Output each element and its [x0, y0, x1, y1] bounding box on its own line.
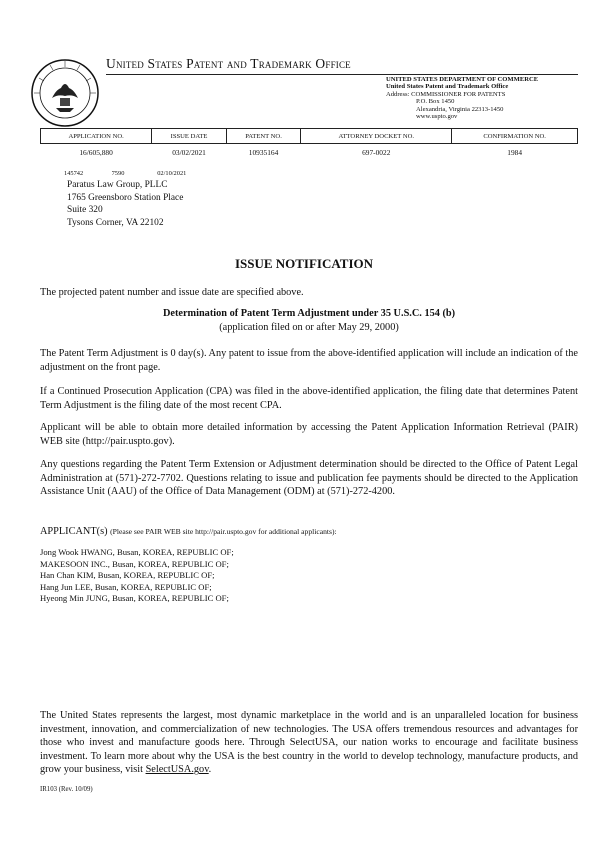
paragraph-cpa: If a Continued Prosecution Application (CPA) was filed in the above-identified application, the filing date that determines Patent Term Adjustment is the filing date of the most recent CPA. [40, 386, 578, 411]
selectusa-footer [40, 709, 578, 777]
paragraph-pair: Applicant will be able to obtain more detailed information by accessing the Patent Application Information Retrieval (PAIR) WEB site (http://pair.uspto.gov). [40, 422, 578, 447]
document-title: ISSUE NOTIFICATION [234, 256, 374, 271]
mail-code: 7590 [111, 170, 125, 177]
list-item: Hang Jun LEE, Busan, KOREA, REPUBLIC OF; [40, 581, 212, 592]
address-street: 1765 Greensboro Station Place [67, 192, 184, 203]
attorney-docket-no-value: 697-0022 [362, 148, 391, 157]
mail-metadata [64, 170, 186, 177]
header-issue-date: ISSUE DATE [152, 129, 227, 144]
application-no-value: 16/605,880 [79, 148, 113, 157]
footer-text: The United States represents the largest, most dynamic marketplace in the world and is an unparalleled location for business investment, innovation, and commercialization of new technologies. The USA offers tremendous resources and advantages for those who invest and manufacture goods here. Through SelectUSA, our nation works to encourage and facilitate business investment. To learn more about why the USA is the best country in the world to develop technology, manufacture products, and grow your business, visit [40, 710, 578, 776]
applicants-heading [40, 526, 337, 537]
customer-number: 145742 [64, 170, 84, 177]
issue-date-value: 03/02/2021 [172, 148, 206, 157]
paragraph-pta-days: The Patent Term Adjustment is 0 day(s). Any patent to issue from the above-identified application will include an indication of the adjustment on the front page. [40, 348, 578, 373]
office-title [106, 56, 351, 72]
address-line-4: P.O. Box 1450 [416, 98, 455, 106]
office-address [386, 76, 538, 120]
address-firm: Paratus Law Group, PLLC [67, 180, 168, 190]
address-line-3: Address: COMMISSIONER FOR PATENTS [386, 90, 506, 98]
mail-date: 02/10/2021 [157, 170, 187, 177]
pta-heading-block [40, 307, 578, 334]
uspto-seal-logo [30, 58, 100, 128]
list-item: Han Chan KIM, Busan, KOREA, REPUBLIC OF; [40, 570, 215, 581]
list-item: Jong Wook HWANG, Busan, KOREA, REPUBLIC OF; [40, 547, 234, 557]
applicants-label: APPLICANT(s) [40, 526, 108, 537]
address-line-6: www.uspto.gov [416, 113, 458, 121]
list-item: MAKESOON INC., Busan, KOREA, REPUBLIC OF; [40, 558, 229, 569]
pta-subheading: (application filed on or after May 29, 2000) [219, 321, 399, 333]
address-line-5: Alexandria, Virginia 22313-1450 [416, 105, 504, 113]
footer-suffix: . [208, 764, 212, 776]
form-id: IR103 (Rev. 10/09) [40, 786, 93, 793]
header-application-no: APPLICATION NO. [41, 129, 152, 144]
address-line-2: United States Patent and Trademark Office [386, 83, 509, 91]
patent-no-value: 10935164 [248, 148, 279, 157]
header-confirmation-no: CONFIRMATION NO. [452, 129, 578, 144]
address-city: Tysons Corner, VA 22102 [67, 217, 164, 228]
intro-text: The projected patent number and issue date are specified above. [40, 287, 304, 298]
applicants-note: (Please see PAIR WEB site http://pair.uspto.gov for additional applicants): [110, 527, 337, 536]
address-line-1: UNITED STATES DEPARTMENT OF COMMERCE [386, 76, 539, 83]
header-attorney-docket-no: ATTORNEY DOCKET NO. [301, 129, 452, 144]
list-item: Hyeong Min JUNG, Busan, KOREA, REPUBLIC OF; [40, 593, 229, 604]
header-patent-no: PATENT NO. [226, 129, 300, 144]
applicants-list [40, 547, 234, 605]
confirmation-no-value: 1984 [507, 148, 523, 157]
address-suite: Suite 320 [67, 205, 103, 216]
mailing-address [67, 179, 183, 229]
pta-heading: Determination of Patent Term Adjustment under 35 U.S.C. 154 (b) [162, 308, 456, 319]
paragraph-contacts: Any questions regarding the Patent Term Extension or Adjustment determination should be directed to the Office of Patent Legal Administration at (571)-272-7702. Questions relating to issue and publication fee payments should be directed to the Application Assistance Unit (AAU) of the Office of Data Management (ODM) at (571)-272-4200. [40, 459, 578, 498]
header-rule [106, 74, 578, 75]
selectusa-link[interactable]: SelectUSA.gov [145, 764, 209, 776]
office-name: United States Patent and Trademark Office [106, 56, 351, 71]
application-info-table [40, 128, 578, 157]
